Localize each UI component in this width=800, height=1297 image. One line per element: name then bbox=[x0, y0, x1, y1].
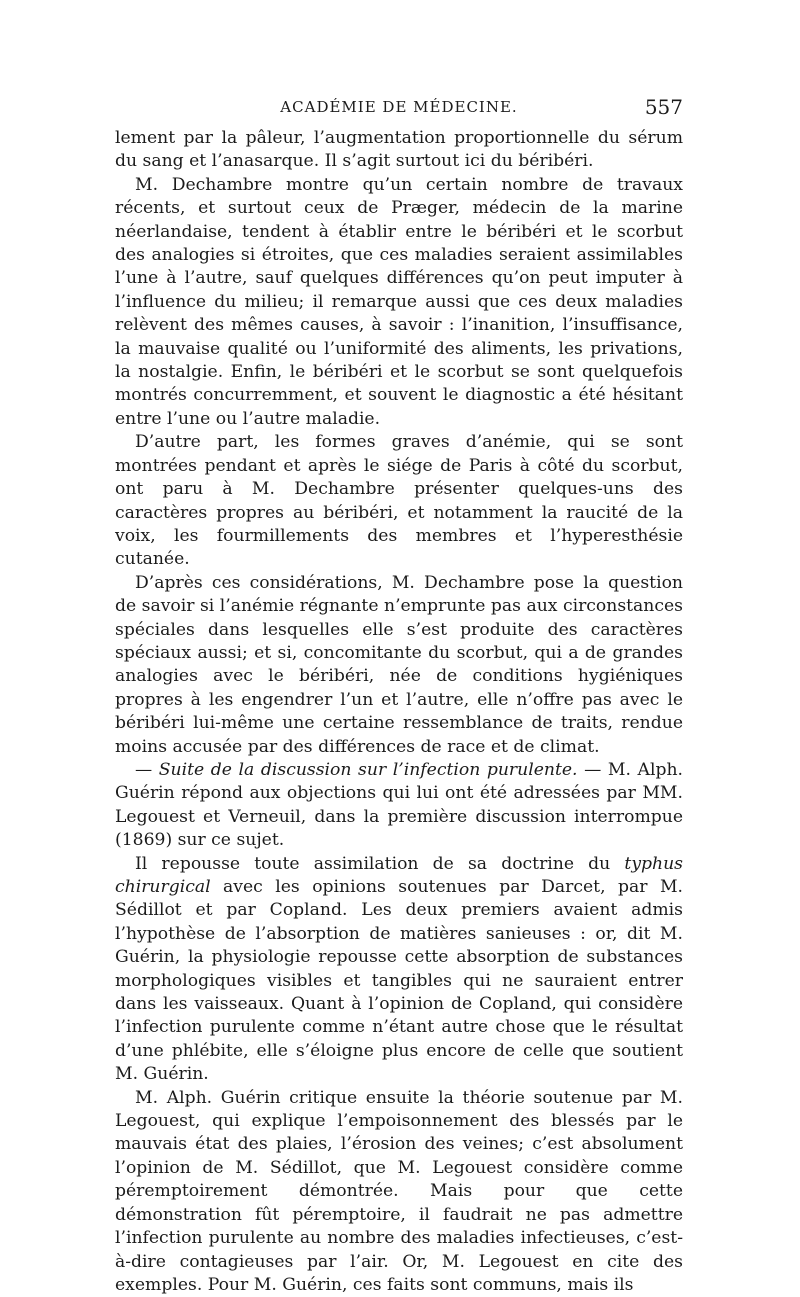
body-text bbox=[115, 127, 683, 1297]
paragraph-text: M. Alph. Guérin critique ensuite la théorie soutenue par M. Legouest, qui explique l’empoisonnement des blessés par le mauvais état des plaies, l’érosion des veines; c’est absolument l’opinion de M. Sédillot, que M. Legouest considère comme péremptoirement démontrée. Mais pour que cette démonstration fût péremptoire, il faudrait ne pas admettre l’infection purulente au nombre des maladies infectieuses, c’est-à-dire contagieuses par l’air. Or, M. Legouest en cite des exemples. Pour M. Guérin, ces faits sont communs, mais ils bbox=[115, 1087, 683, 1295]
paragraph-text: Il repousse toute assimilation de sa doctrine du bbox=[135, 853, 625, 874]
page-number: 557 bbox=[644, 95, 683, 119]
running-title: ACADÉMIE DE MÉDECINE. bbox=[280, 98, 518, 116]
paragraph-7 bbox=[115, 1087, 683, 1297]
paragraph-6 bbox=[115, 853, 683, 1087]
italic-term: typhus chirurgical bbox=[115, 853, 683, 897]
dash-lead: — bbox=[135, 759, 159, 780]
paragraph-text: D’après ces considérations, M. Dechambre pose la question de savoir si l’anémie régnante n’emprunte pas aux circonstances spéciales dans lesquelles elle s’est produite des caractères spéciaux aussi; et si, concomitante du scorbut, qui a de grandes analogies avec le béribéri, née de conditions hygiéniques propres à les engendrer l’un et l’autre, elle n’offre pas avec le béribéri lui-même une certaine ressemblance de traits, rendue moins accusée par des différences de race et de climat. bbox=[115, 572, 683, 757]
paragraph-text: avec les opinions soutenues par Darcet, par M. Sédillot et par Copland. Les deux premiers avaient admis l’hypothèse de l’absorption de matières sanieuses : or, dit M. Guérin, la physiologie repousse cette absorption de substances morphologiques visibles et tangibles qui ne sauraient entrer dans les vaisseaux. Quant à l’opinion de Copland, qui considère l’infection purulente comme n’étant autre chose que le résultat d’une phlébite, elle s’éloigne plus encore de celle que soutient M. Guérin. bbox=[115, 877, 683, 1085]
paragraph-text: D’autre part, les formes graves d’anémie, qui se sont montrées pendant et après le siége de Paris à côté du scorbut, ont paru à M. Dechambre présenter quelques-uns des caractères propres au béribéri, et notamment la raucité de la voix, les fourmillements des membres et l’hyperesthésie cutanée. bbox=[115, 432, 683, 570]
section-title: Suite de la discussion sur l’infection purulente. bbox=[158, 759, 578, 780]
paragraph-2 bbox=[115, 174, 683, 431]
paragraph-4 bbox=[115, 572, 683, 759]
paragraph-text: M. Dechambre montre qu’un certain nombre de travaux récents, et surtout ceux de Præger, médecin de la marine néerlandaise, tendent à établir entre le béribéri et le scorbut des analogies si étroites, que ces maladies seraient assimilables l’une à l’autre, sauf quelques différences qu’on peut imputer à l’influence du milieu; il remarque aussi que ces deux maladies relèvent des mêmes causes, à savoir : l’inanition, l’insuffisance, la mauvaise qualité ou l’uniformité des aliments, les privations, la nostalgie. Enfin, le béribéri et le scorbut se sont quelquefois montrés concurremment, et souvent le diagnostic a été hésitant entre l’une ou l’autre maladie. bbox=[115, 174, 683, 429]
page-header bbox=[115, 95, 683, 120]
paragraph-text: lement par la pâleur, l’augmentation proportionnelle du sérum du sang et l’anasarque. Il s’agit surtout ici du béribéri. bbox=[115, 128, 683, 172]
paragraph-5 bbox=[115, 759, 683, 853]
paragraph-3 bbox=[115, 431, 683, 571]
paragraph-1 bbox=[115, 127, 683, 174]
paragraph-text: — M. Alph. Guérin répond aux objections qui lui ont été adressées par MM. Legouest et Verneuil, dans la première discussion interrompue (1869) sur ce sujet. bbox=[115, 759, 683, 851]
